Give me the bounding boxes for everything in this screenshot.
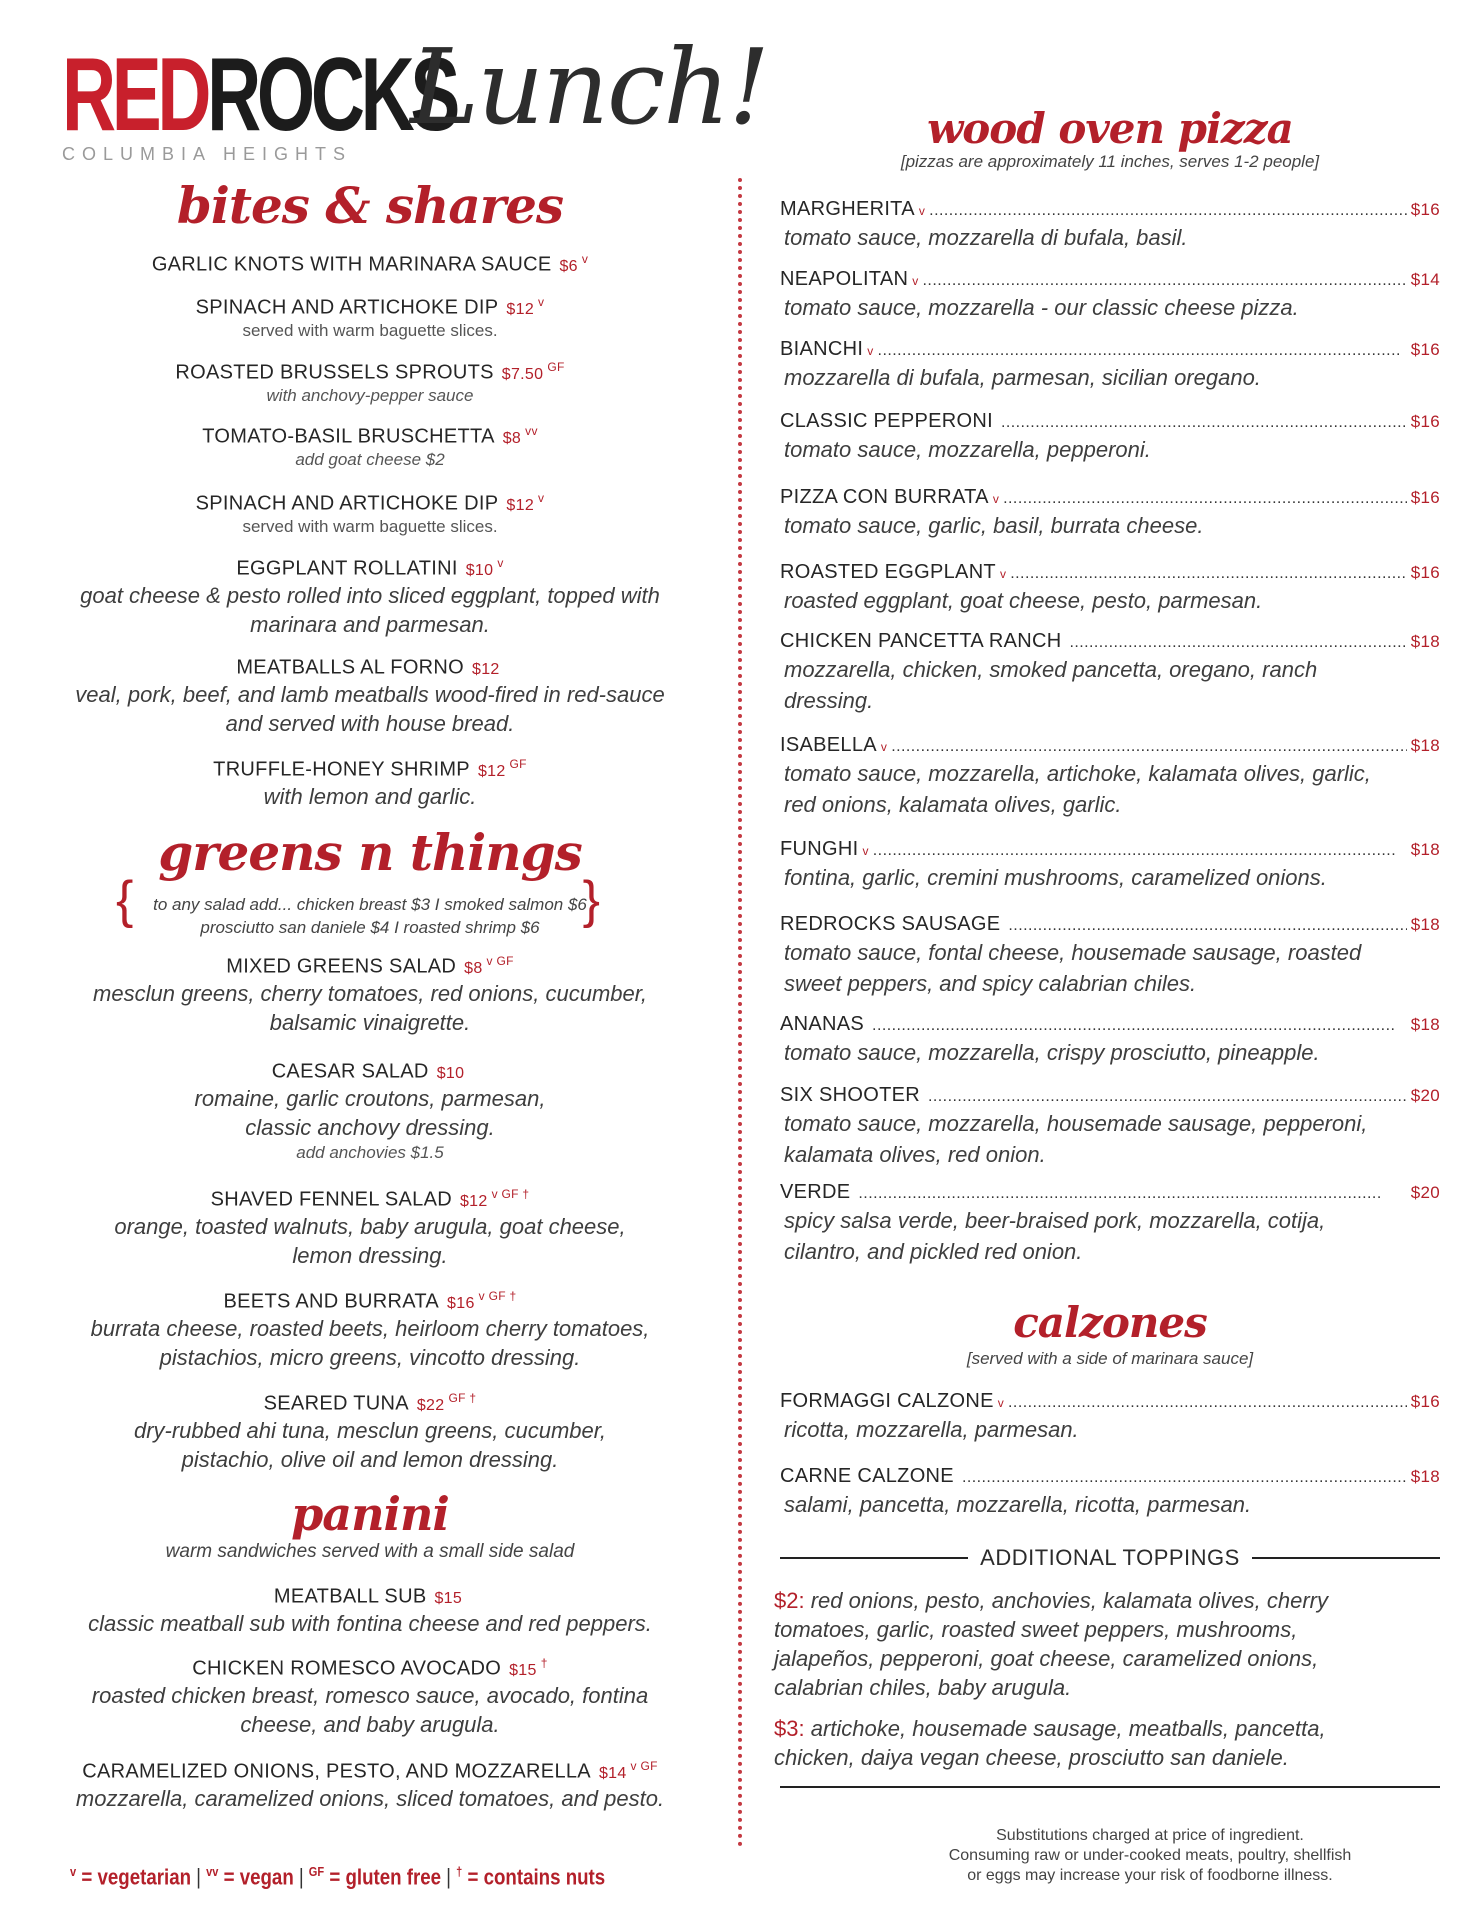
calzones-subtitle: [served with a side of marinara sauce] [966,1349,1254,1368]
calzone-item [780,1465,1440,1519]
pizza-item [780,1013,1440,1067]
menu-item: ROASTED BRUSSELS SPROUTS $7.50 $^{GF}$ with anchovy-pepper sauce [175,360,565,405]
panini-subtitle: warm sandwiches served with a small side salad [165,1541,575,1562]
pizza-item [780,198,1440,252]
item-description: tomato sauce, garlic, basil, burrata cheese. [784,513,1204,538]
item-price: $16 [1410,340,1440,359]
leader-dots [1008,1394,1407,1412]
item-tags: v [997,1396,1005,1410]
menu-item: TOMATO-BASIL BRUSCHETTA $8 $^{vv}$ add goat cheese $2 [202,424,538,469]
item-tags: v [867,344,874,358]
footer-disclaimer: Substitutions charged at price of ingredient. Consuming raw or under-cooked meats, poultry, shellfish or eggs may increase your risk of foodborne illness. [948,1827,1352,1884]
menu-item: TRUFFLE-HONEY SHRIMP $12 $^{GF}$ with lemon and garlic. [213,757,527,809]
item-name: FUNGHI [780,838,859,860]
leader-dots [873,842,1407,860]
item-name: PIZZA CON BURRATA [780,486,989,508]
pizza-item [780,268,1440,322]
item-price: $16 [1410,563,1440,582]
item-description: roasted eggplant, goat cheese, pesto, parmesan. [784,588,1263,613]
leader-dots [923,272,1407,290]
item-description: kalamata olives, red onion. [784,1142,1046,1167]
item-price: $20 [1410,1086,1440,1105]
pizza-item [780,630,1440,715]
pizza-subtitle: [pizzas are approximately 11 inches, serves 1-2 people] [900,152,1320,171]
footer-rule [780,1786,1440,1788]
leader-dots [1001,414,1407,432]
pizza-item [780,486,1440,540]
item-description: tomato sauce, mozzarella - our classic cheese pizza. [784,295,1299,320]
item-description: mozzarella, chicken, smoked pancetta, oregano, ranch [784,657,1318,682]
leader-dots [928,1088,1407,1106]
pizza-item [780,561,1440,615]
calzone-item [780,1390,1440,1444]
toppings-header: ADDITIONAL TOPPINGS [780,1545,1440,1571]
pizza-heading: wood oven pizza [927,104,1293,153]
salad-addons: { to any salad add... chicken breast $3 I smoked salmon $6 prosciutto san daniele $4 I roasted shrimp $6 } [116,871,600,937]
item-description: tomato sauce, mozzarella di bufala, basil. [784,225,1188,250]
item-name: VERDE [780,1181,851,1203]
item-price: $18 [1410,915,1440,934]
item-description: cilantro, and pickled red onion. [784,1239,1083,1264]
item-description: mozzarella di bufala, parmesan, sicilian oregano. [784,365,1261,390]
pizza-item [780,1084,1440,1169]
leader-dots [872,1017,1407,1035]
greens-heading: greens n things [158,823,582,882]
item-description: red onions, kalamata olives, garlic. [784,792,1122,817]
item-price: $16 [1410,200,1440,219]
item-price: $16 [1410,488,1440,507]
pizza-item [780,338,1440,392]
item-description: ricotta, mozzarella, parmesan. [784,1417,1079,1442]
item-name: CARNE CALZONE [780,1465,954,1487]
menu-item: MIXED GREENS SALAD $8 $^{v GF}$ mesclun greens, cherry tomatoes, red onions, cucumber, balsamic vinaigrette. [93,954,647,1035]
menu-item: GARLIC KNOTS WITH MARINARA SAUCE $6 $^v$ [151,252,589,276]
item-description: tomato sauce, mozzarella, crispy prosciutto, pineapple. [784,1040,1320,1065]
leader-dots [858,1185,1406,1203]
item-description: tomato sauce, mozzarella, housemade sausage, pepperoni, [784,1111,1368,1136]
dietary-legend: $^v$ = vegetarian | $^{vv}$ = vegan | $^{GF}$ = gluten free | † = contains nuts [70,1864,606,1890]
leader-dots [878,342,1407,360]
bites-heading: bites & shares [176,176,564,235]
item-name: SIX SHOOTER [780,1084,920,1106]
calzones-heading: calzones [1013,1298,1207,1347]
item-name: ISABELLA [780,734,877,756]
item-name: CHICKEN PANCETTA RANCH [780,630,1062,652]
leader-dots [1008,917,1406,935]
item-name: ANANAS [780,1013,865,1035]
item-description: tomato sauce, mozzarella, pepperoni. [784,437,1151,462]
item-tags: v [912,274,919,288]
brace-left: { [116,871,134,929]
item-name: REDROCKS SAUSAGE [780,913,1001,935]
item-description: dressing. [784,688,874,713]
item-description: tomato sauce, fontal cheese, housemade sausage, roasted [784,940,1362,965]
item-price: $18 [1410,840,1440,859]
toppings-3: $3: artichoke, housemade sausage, meatballs, pancetta, chicken, daiya vegan cheese, prosciutto san daniele. [774,1716,1326,1770]
item-description: spicy salsa verde, beer-braised pork, mozzarella, cotija, [784,1208,1326,1233]
item-name: MARGHERITA [780,198,915,220]
menu-item: CAESAR SALAD $10 romaine, garlic croutons, parmesan, classic anchovy dressing. add anchovies $1.5 [194,1060,546,1162]
logo-black-text: ROCKS [207,37,456,153]
menu-item: SPINACH AND ARTICHOKE DIP $12 $^v$ served with warm baguette slices. [195,295,545,340]
item-name: NEAPOLITAN [780,268,909,290]
menu-item: CHICKEN ROMESCO AVOCADO $15 † roasted chicken breast, romesco sauce, avocado, fontina cheese, and baby arugula. [91,1656,649,1737]
pizza-item [780,913,1440,998]
menu-item: MEATBALL SUB $15 classic meatball sub with fontina cheese and red peppers. [88,1585,652,1636]
leader-dots [1069,634,1406,652]
item-price: $18 [1410,1467,1440,1486]
pizza-item [780,838,1440,892]
item-price: $16 [1410,1392,1440,1411]
item-tags: v [999,567,1007,581]
item-price: $14 [1410,270,1440,289]
menu-title: Lunch! [410,26,769,148]
logo-red-text: RED [62,37,208,153]
menu-item: EGGPLANT ROLLATINI $10 $^v$ goat cheese & pesto rolled into sliced eggplant, topped with marinara and parmesan. [80,556,660,637]
toppings-2: $2: red onions, pesto, anchovies, kalamata olives, cherry tomatoes, garlic, roasted sweet peppers, mushrooms, jalapeños, pepperoni, goat cheese, caramelized onions, calabrian chiles, baby arugula. [774,1588,1328,1700]
item-name: CLASSIC PEPPERONI [780,410,993,432]
menu-item: SEARED TUNA $22 $^{GF \dagger}$ dry-rubbed ahi tuna, mesclun greens, cucumber, pistachio, olive oil and lemon dressing. [133,1391,607,1472]
redrocks-logo [62,37,456,165]
leader-dots [1010,565,1406,583]
menu-item: CARAMELIZED ONIONS, PESTO, AND MOZZARELLA $14 $^{v GF}$ mozzarella, caramelized onions, sliced tomatoes, and pesto. [75,1759,665,1811]
item-description: fontina, garlic, cremini mushrooms, caramelized onions. [784,865,1327,890]
menu-item: MEATBALLS AL FORNO $12 veal, pork, beef, and lamb meatballs wood-fired in red-sauce and served with house bread. [75,656,665,736]
item-name: BIANCHI [780,338,864,360]
item-name: ROASTED EGGPLANT [780,561,996,583]
item-description: tomato sauce, mozzarella, artichoke, kalamata olives, garlic, [784,761,1371,786]
item-tags: v [918,204,926,218]
leader-dots [962,1469,1407,1487]
pizza-item [780,410,1440,464]
panini-heading: panini [291,1487,449,1541]
leader-dots [1003,490,1407,508]
item-price: $18 [1410,632,1440,651]
pizza-item [780,734,1440,819]
item-price: $16 [1410,412,1440,431]
item-description: salami, pancetta, mozzarella, ricotta, parmesan. [784,1492,1252,1517]
item-tags: v [992,492,1000,506]
leader-dots [891,738,1407,756]
brace-right: } [582,871,600,929]
item-price: $20 [1410,1183,1440,1202]
logo-subtitle: COLUMBIA HEIGHTS [62,143,353,164]
menu-item: SHAVED FENNEL SALAD $12 $^{v GF \dagger}$ orange, toasted walnuts, baby arugula, goat cheese, lemon dressing. [114,1187,626,1268]
item-tags: v [880,740,888,754]
menu-item: BEETS AND BURRATA $16 $^{v GF \dagger}$ burrata cheese, roasted beets, heirloom cherry tomatoes, pistachios, micro greens, vincotto dressing. [90,1289,650,1370]
item-price: $18 [1410,736,1440,755]
item-price: $18 [1410,1015,1440,1034]
item-description: sweet peppers, and spicy calabrian chiles. [784,971,1197,996]
pizza-item [780,1181,1440,1266]
item-tags: v [862,844,869,858]
leader-dots [929,202,1407,220]
menu-item: SPINACH AND ARTICHOKE DIP $12 $^v$ served with warm baguette slices. [195,491,545,536]
column-divider [738,178,742,1848]
item-name: FORMAGGI CALZONE [780,1390,994,1412]
